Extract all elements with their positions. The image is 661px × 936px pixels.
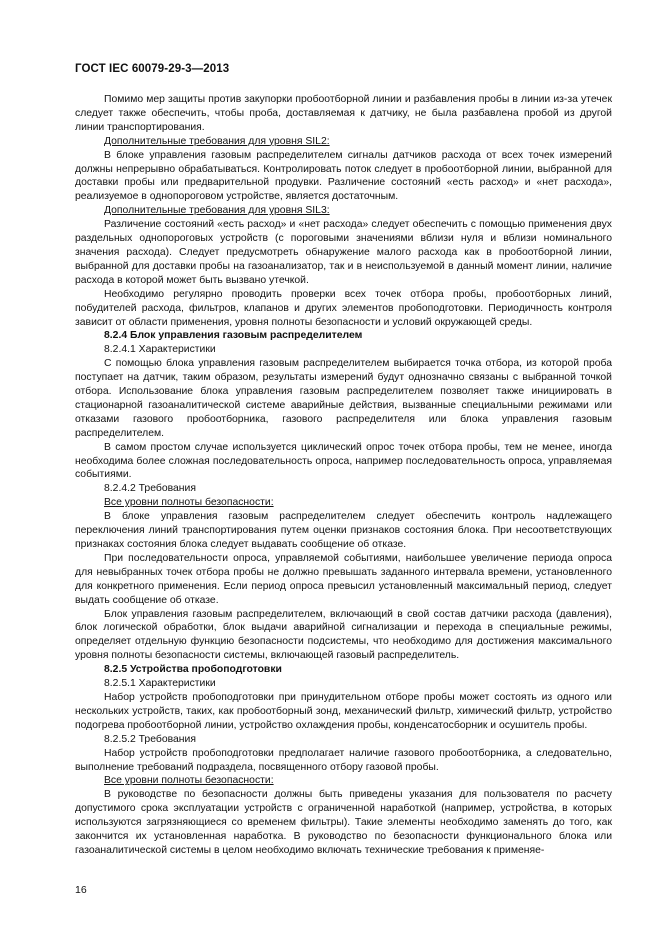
paragraph: В руководстве по безопасности должны быть приведены указания для пользователя по расчету допустимого срока эксплуатации устройств с ограниченной наработкой (например, устройства, в которых используются загрязняющиеся со временем фильтры). Такие элементы необходимо заменять до того, как закончится их установленная наработка. В руководство по безопасности функционального блока или газоаналитической системы в целом необходимо включать технические требования к применяе-	[75, 789, 612, 856]
paragraph: Различение состояний «есть расход» и «нет расхода» следует обеспечить с помощью применения двух раздельных однопороговых устройств (с пороговыми значениями вблизи нуля и вблизи номинального значения расхода). Следует предусмотреть обнаружение малого расхода как в пробоотборной линии, выбранной для доставки пробы на газоанализатор, так и в неиспользуемой в данный момент линии, наличие расхода в которой может быть вызвано утечкой.	[75, 219, 612, 286]
subheading-all-levels: Все уровни полноты безопасности:	[104, 775, 274, 787]
section-heading-8-2-4: 8.2.4 Блок управления газовым распределителем	[104, 330, 363, 342]
subsection-heading-8-2-4-2: 8.2.4.2 Требования	[104, 483, 196, 495]
paragraph: Необходимо регулярно проводить проверки всех точек отбора пробы, пробоотборных линий, побудителей расхода, фильтров, клапанов и других элементов пробоподготовки. Периодичность контроля зависит от области применения, уровня полноты безопасности и условий окружающей среды.	[75, 288, 612, 328]
paragraph: Набор устройств пробоподготовки при принудительном отборе пробы может состоять из одного или нескольких устройств, таких, как пробоотборный зонд, механический фильтр, химический фильтр, устройство подогрева пробоотборной линии, устройство охлаждения пробы, конденсатосборник и осушитель пробы.	[75, 691, 612, 731]
section-heading-8-2-5: 8.2.5 Устройства пробоподготовки	[104, 664, 282, 676]
paragraph: В блоке управления газовым распределителем следует обеспечить контроль надлежащего переключения линий транспортирования путем оценки признаков состояния блока. При несоответствующих признаках состояния блока следует выдавать сообщение об отказе.	[75, 511, 612, 550]
paragraph: В блоке управления газовым распределителем сигналы датчиков расхода от всех точек измерений должны непрерывно обрабатываться. Контролировать поток следует в пробоотборной линии, выбранной для доставки пробы или предварительной продувки. Различение состояний «есть расход» и «нет расхода», реализуемое в однопороговом устройстве, является достаточным.	[75, 149, 612, 203]
subheading-sil2: Дополнительные требования для уровня SIL2:	[104, 135, 330, 147]
document-header: ГОСТ IEC 60079-29-3—2013	[75, 63, 230, 75]
subheading-sil3: Дополнительные требования для уровня SIL3:	[104, 205, 330, 217]
paragraph: Блок управления газовым распределителем, включающий в свой состав датчики расхода (давления), блок логической обработки, блок выдачи аварийной сигнализации и перехода в специальные режимы, определяет отдельную функцию безопасности подсистемы, что необходимо для достижения максимального уровня полноты безопасности системы, включающей газовый распределитель.	[75, 608, 612, 662]
subsection-heading-8-2-5-2: 8.2.5.2 Требования	[104, 733, 196, 745]
subheading-all-levels: Все уровни полноты безопасности:	[104, 497, 274, 509]
paragraph: В самом простом случае используется циклический опрос точек отбора пробы, тем не менее, иногда необходима более сложная последовательность опроса, например последовательность опроса, управляемая событиями.	[75, 441, 612, 481]
document-body	[75, 93, 612, 858]
paragraph: Помимо мер защиты против закупорки пробоотборной линии и разбавления пробы в линии из-за утечек следует также обеспечить, чтобы проба, доставляемая к датчику, не была разбавлена пробой из другой линии транспортирования.	[75, 94, 612, 133]
paragraph: Набор устройств пробоподготовки предполагает наличие газового пробоотборника, а следовательно, выполнение требований подраздела, посвященного отбору газовой пробы.	[75, 747, 612, 773]
subsection-heading-8-2-4-1: 8.2.4.1 Характеристики	[104, 344, 216, 356]
subsection-heading-8-2-5-1: 8.2.5.1 Характеристики	[104, 678, 216, 690]
paragraph: С помощью блока управления газовым распределителем выбирается точка отбора, из которой проба поступает на датчик, таким образом, результаты измерений будут однозначно связаны с выбранной точкой отбора. Использование блока управления газовым распределителем позволяет также инициировать в стационарной газоаналитической системе аварийные действия, вызванные специальными режимами или отказами газового пробоотборника, газового распределителя или блока управления газовым распределителем.	[75, 358, 612, 439]
paragraph: При последовательности опроса, управляемой событиями, наибольшее увеличение периода опроса для невыбранных точек отбора пробы не должно превышать заданного интервала времени, установленного для конкретного применения. Если период опроса превысил установленный максимальный период, следует выдать сообщение об отказе.	[75, 552, 612, 606]
page-number: 16	[75, 884, 87, 896]
